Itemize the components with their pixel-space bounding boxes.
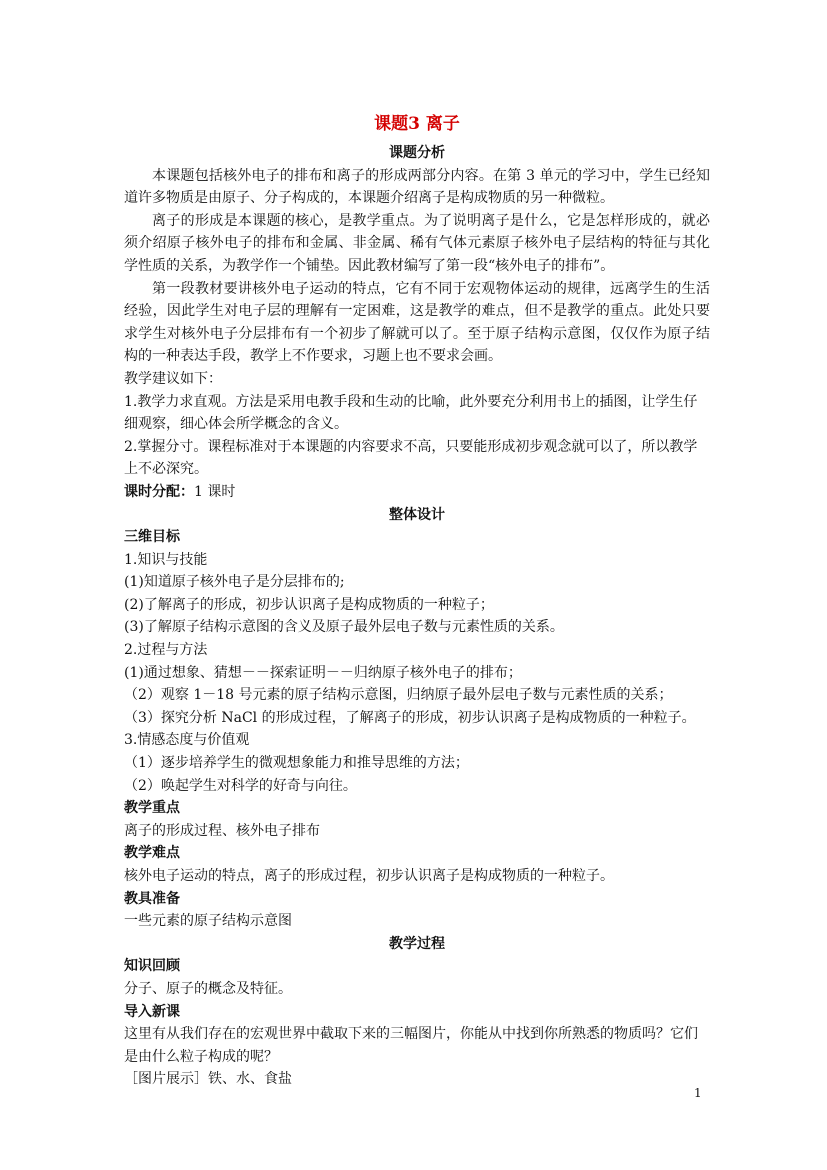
goal-item: （2）唤起学生对科学的好奇与向往。 [124, 777, 357, 794]
difficulty-text: 核外电子运动的特点，离子的形成过程，初步认识离子是构成物质的一种粒子。 [124, 868, 614, 884]
goal-item: (3)了解原子结构示意图的含义及原子最外层电子数与元素性质的关系。 [124, 619, 564, 636]
document-title: 课题3 离子 [374, 114, 460, 134]
goal-item: （2）观察 1－18 号元素的原子结构示意图，归纳原子最外层电子数与元素性质的关系； [124, 687, 673, 704]
paragraph: 第一段教材要讲核外电子运动的特点，它有不同于宏观物体运动的规律，远离学生的生活经验，因此学生对电子层的理解有一定困难，这是教学的难点，但不是教学的重点。此处只要求学生对核外电子分层排布有一个初步了解就可以了。至于原子结构示意图，仅仅作为原子结构的一种表达手段，教学上不作要求，习题上也不要求会画。 [124, 280, 710, 365]
class-hours-value: 1 课时 [194, 483, 236, 500]
review-heading: 知识回顾 [124, 958, 180, 975]
intro-heading: 导入新课 [124, 1003, 180, 1020]
goal-item: (1)通过想象、猜想－－探索证明－－归纳原子核外电子的排布； [124, 664, 522, 681]
key-point-heading: 教学重点 [124, 800, 180, 817]
class-hours-label: 课时分配： [124, 483, 194, 500]
section-heading-analysis: 课题分析 [389, 145, 445, 161]
goal-item: 1.知识与技能 [124, 551, 208, 568]
suggest-label: 教学建议如下： [124, 370, 222, 387]
goal-item: （3）探究分析 NaCl 的形成过程，了解离子的形成，初步认识离子是构成物质的一种粒子。 [124, 709, 696, 726]
goal-item: (1)知道原子核外电子是分层排布的; [124, 574, 345, 591]
page-number: 1 [694, 1086, 702, 1100]
page-content [124, 112, 710, 1091]
goal-item: (2)了解离子的形成，初步认识离子是构成物质的一种粒子； [124, 596, 494, 613]
key-point-text: 离子的形成过程、核外电子排布 [124, 822, 320, 839]
tools-heading: 教具准备 [124, 890, 180, 907]
section-heading-process: 教学过程 [389, 935, 445, 952]
tools-text: 一些元素的原子结构示意图 [124, 913, 292, 930]
goal-item: （1）逐步培养学生的微观想象能力和推导思维的方法； [124, 755, 469, 772]
paragraph: 本课题包括核外电子的排布和离子的形成两部分内容。在第 3 单元的学习中，学生已经知道许多物质是由原子、分子构成的，本课题介绍离子是构成物质的另一种微粒。 [124, 167, 710, 207]
goals-heading: 三维目标 [124, 529, 180, 546]
class-hours [124, 481, 710, 504]
suggestion-item: 2.掌握分寸。课程标准对于本课题的内容要求不高，只要能形成初步观念就可以了，所以教学上不必深究。 [124, 438, 698, 478]
suggestion-item: 1.教学力求直观。方法是采用电教手段和生动的比喻，此外要充分利用书上的插图，让学生仔细观察，细心体会所学概念的含义。 [124, 393, 698, 433]
goal-item: 3.情感态度与价值观 [124, 732, 250, 749]
picture-display-text: ［图片展示］铁、水、食盐 [124, 1071, 292, 1088]
difficulty-heading: 教学难点 [124, 845, 180, 862]
review-text: 分子、原子的概念及特征。 [124, 980, 292, 997]
goal-item: 2.过程与方法 [124, 642, 208, 659]
intro-text: 这里有从我们存在的宏观世界中截取下来的三幅图片，你能从中找到你所熟悉的物质吗？它们是由什么粒子构成的呢？ [124, 1026, 698, 1065]
paragraph: 离子的形成是本课题的核心，是教学重点。为了说明离子是什么，它是怎样形成的，就必须介绍原子核外电子的排布和金属、非金属、稀有气体元素原子核外电子层结构的特征与其化学性质的关系，为教学作一个铺垫。因此教材编写了第一段“核外电子的排布”。 [124, 212, 710, 274]
section-heading-design: 整体设计 [389, 506, 445, 523]
